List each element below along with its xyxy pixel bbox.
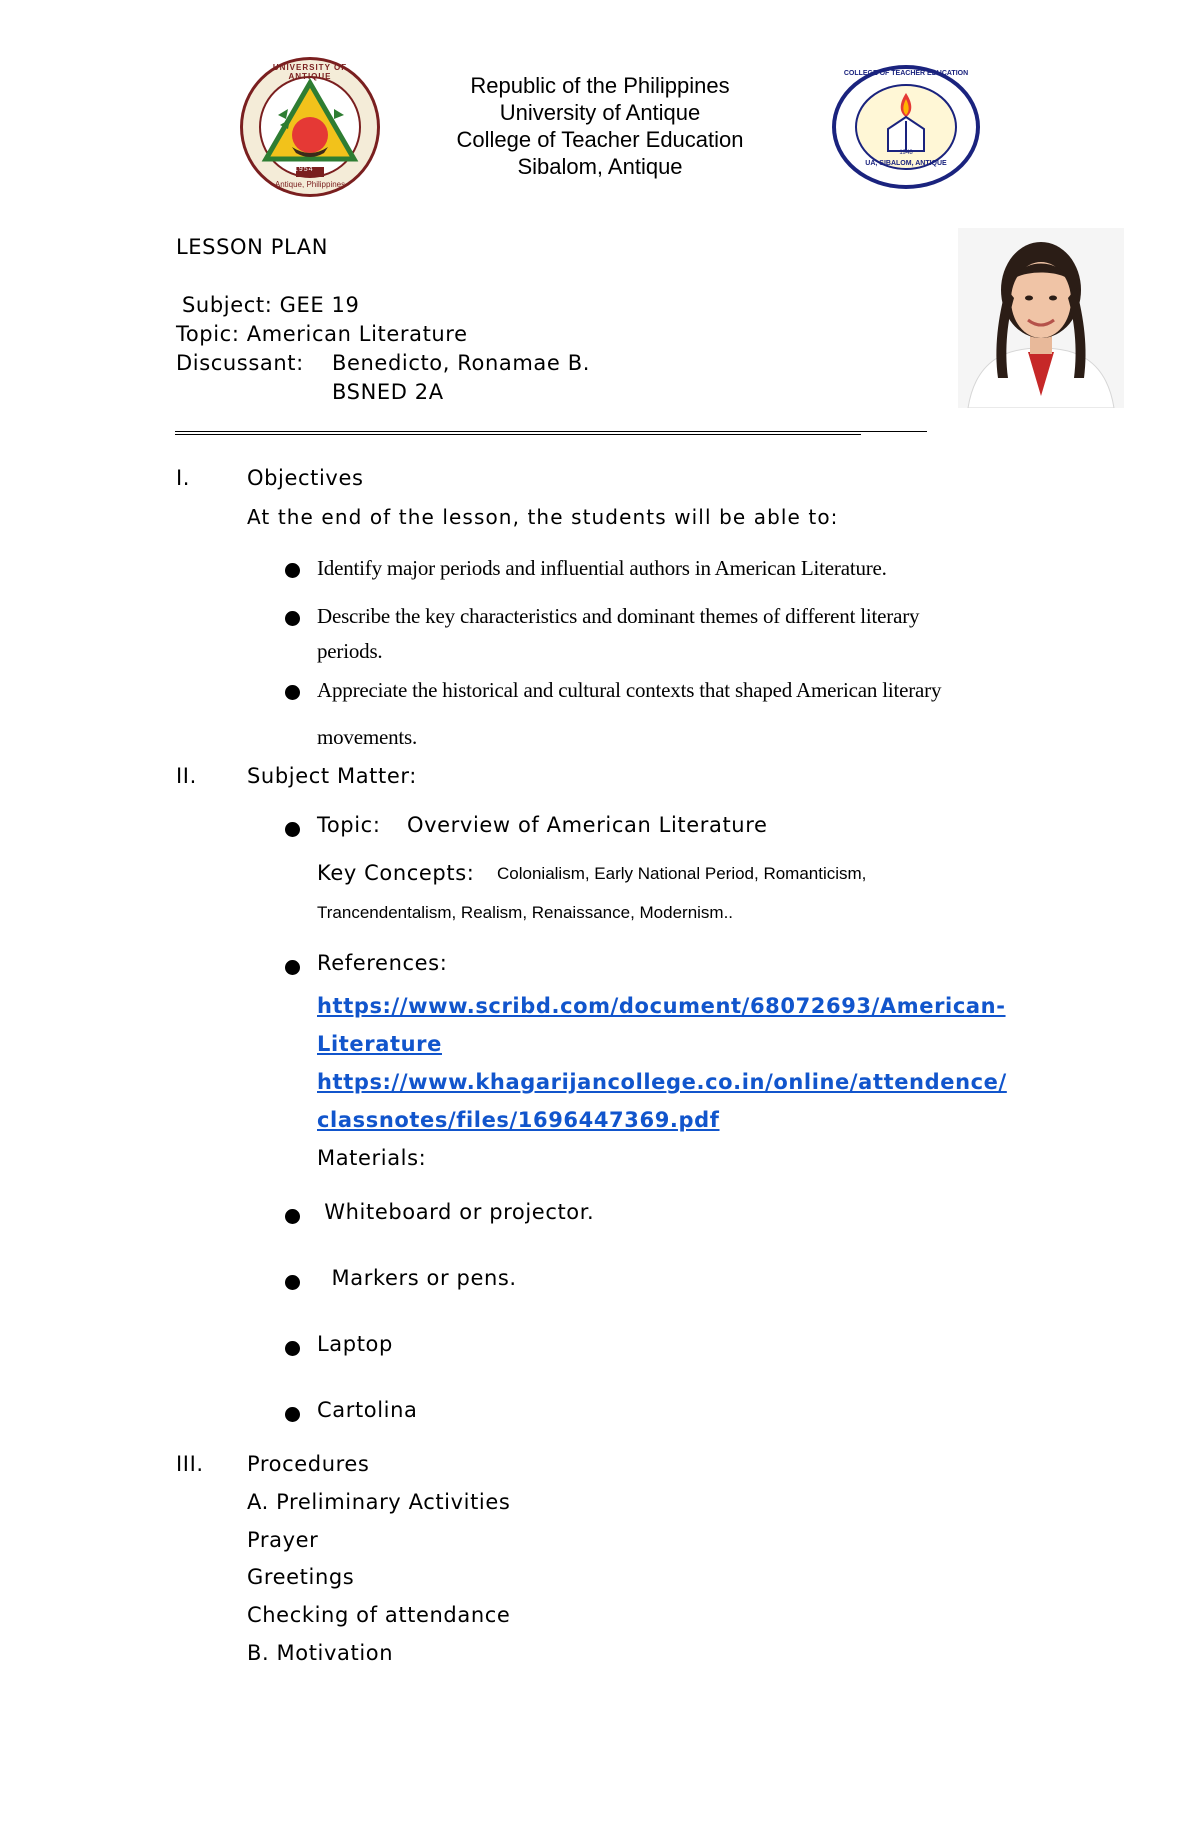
procedure-item-motivation: B. Motivation [247, 1641, 394, 1665]
section-line: BSNED 2A [332, 380, 444, 404]
topic-label: Topic: [317, 813, 381, 837]
institution-header [400, 72, 800, 180]
objectives-numeral: I. [176, 466, 191, 490]
material-bullet [285, 1341, 300, 1356]
material-item-markers: Markers or pens. [317, 1266, 517, 1290]
material-item-cartolina: Cartolina [317, 1398, 418, 1422]
objective-item-1: Identify major periods and influential authors in American Literature. [317, 556, 887, 580]
college-seal-bottom-text: UA, SIBALOM, ANTIQUE [865, 160, 947, 167]
material-item-laptop: Laptop [317, 1332, 393, 1356]
subject-matter-heading: Subject Matter: [247, 764, 417, 788]
university-seal-ring-text: UNIVERSITY OF ANTIQUE [272, 63, 348, 81]
reference-link-scribd-cont[interactable]: Literature [317, 1032, 442, 1056]
topic-bullet [285, 822, 300, 837]
separator-rule-top [175, 431, 927, 432]
reference-link-khagarijan-cont[interactable]: classnotes/files/1696447369.pdf [317, 1108, 720, 1132]
key-concepts-line-2: Trancendentalism, Realism, Renaissance, Modernism.. [317, 903, 734, 922]
objective-item-3: Appreciate the historical and cultural contexts that shaped American literary [317, 678, 942, 702]
separator-rule-bottom [175, 434, 861, 435]
procedures-heading: Procedures [247, 1452, 370, 1476]
key-concepts-line-1: Colonialism, Early National Period, Romanticism, [497, 864, 867, 883]
procedure-item-attendance: Checking of attendance [247, 1603, 511, 1627]
objective-bullet [285, 611, 300, 626]
reference-link-scribd[interactable]: https://www.scribd.com/document/68072693/American- [317, 994, 1006, 1018]
header-line-university: University of Antique [499, 100, 701, 125]
material-item-whiteboard: Whiteboard or projector. [317, 1200, 595, 1224]
objective-bullet [285, 685, 300, 700]
key-concepts-label: Key Concepts: [317, 861, 475, 885]
discussant-label: Discussant: [176, 351, 304, 375]
objectives-heading: Objectives [247, 466, 364, 490]
objective-item-3-cont: movements. [317, 725, 418, 749]
material-bullet [285, 1407, 300, 1422]
document-title: LESSON PLAN [176, 235, 329, 259]
header-line-college: College of Teacher Education [456, 127, 744, 152]
topic-line: Topic: American Literature [176, 322, 468, 346]
college-seal-icon [830, 63, 982, 191]
subject-line: Subject: GEE 19 [182, 293, 360, 317]
college-seal-year: 1948 [899, 150, 913, 156]
discussant-name: Benedicto, Ronamae B. [332, 351, 590, 375]
procedure-item-prayer: Prayer [247, 1528, 319, 1552]
procedure-item-preliminary: A. Preliminary Activities [247, 1490, 511, 1514]
reference-link-khagarijan[interactable]: https://www.khagarijancollege.co.in/online/attendence/ [317, 1070, 1007, 1094]
university-seal-bottom-text: Antique, Philippines [274, 180, 346, 189]
references-label: References: [317, 951, 448, 975]
university-seal-year: 1954 [294, 166, 314, 173]
references-bullet [285, 960, 300, 975]
objective-bullet [285, 563, 300, 578]
college-seal-ring-text: COLLEGE OF TEACHER EDUCATION [843, 70, 969, 77]
objective-item-2-cont: periods. [317, 639, 383, 663]
procedures-numeral: III. [176, 1452, 204, 1476]
material-bullet [285, 1209, 300, 1224]
header-line-location: Sibalom, Antique [517, 154, 683, 179]
header-line-republic: Republic of the Philippines [470, 73, 730, 98]
materials-label: Materials: [317, 1146, 427, 1170]
objective-item-2: Describe the key characteristics and dominant themes of different literary [317, 604, 920, 628]
topic-value: Overview of American Literature [407, 813, 768, 837]
subject-matter-numeral: II. [176, 764, 197, 788]
objectives-intro: At the end of the lesson, the students will be able to: [247, 505, 839, 529]
material-bullet [285, 1275, 300, 1290]
procedure-item-greetings: Greetings [247, 1565, 355, 1589]
student-photo-icon [958, 228, 1124, 408]
